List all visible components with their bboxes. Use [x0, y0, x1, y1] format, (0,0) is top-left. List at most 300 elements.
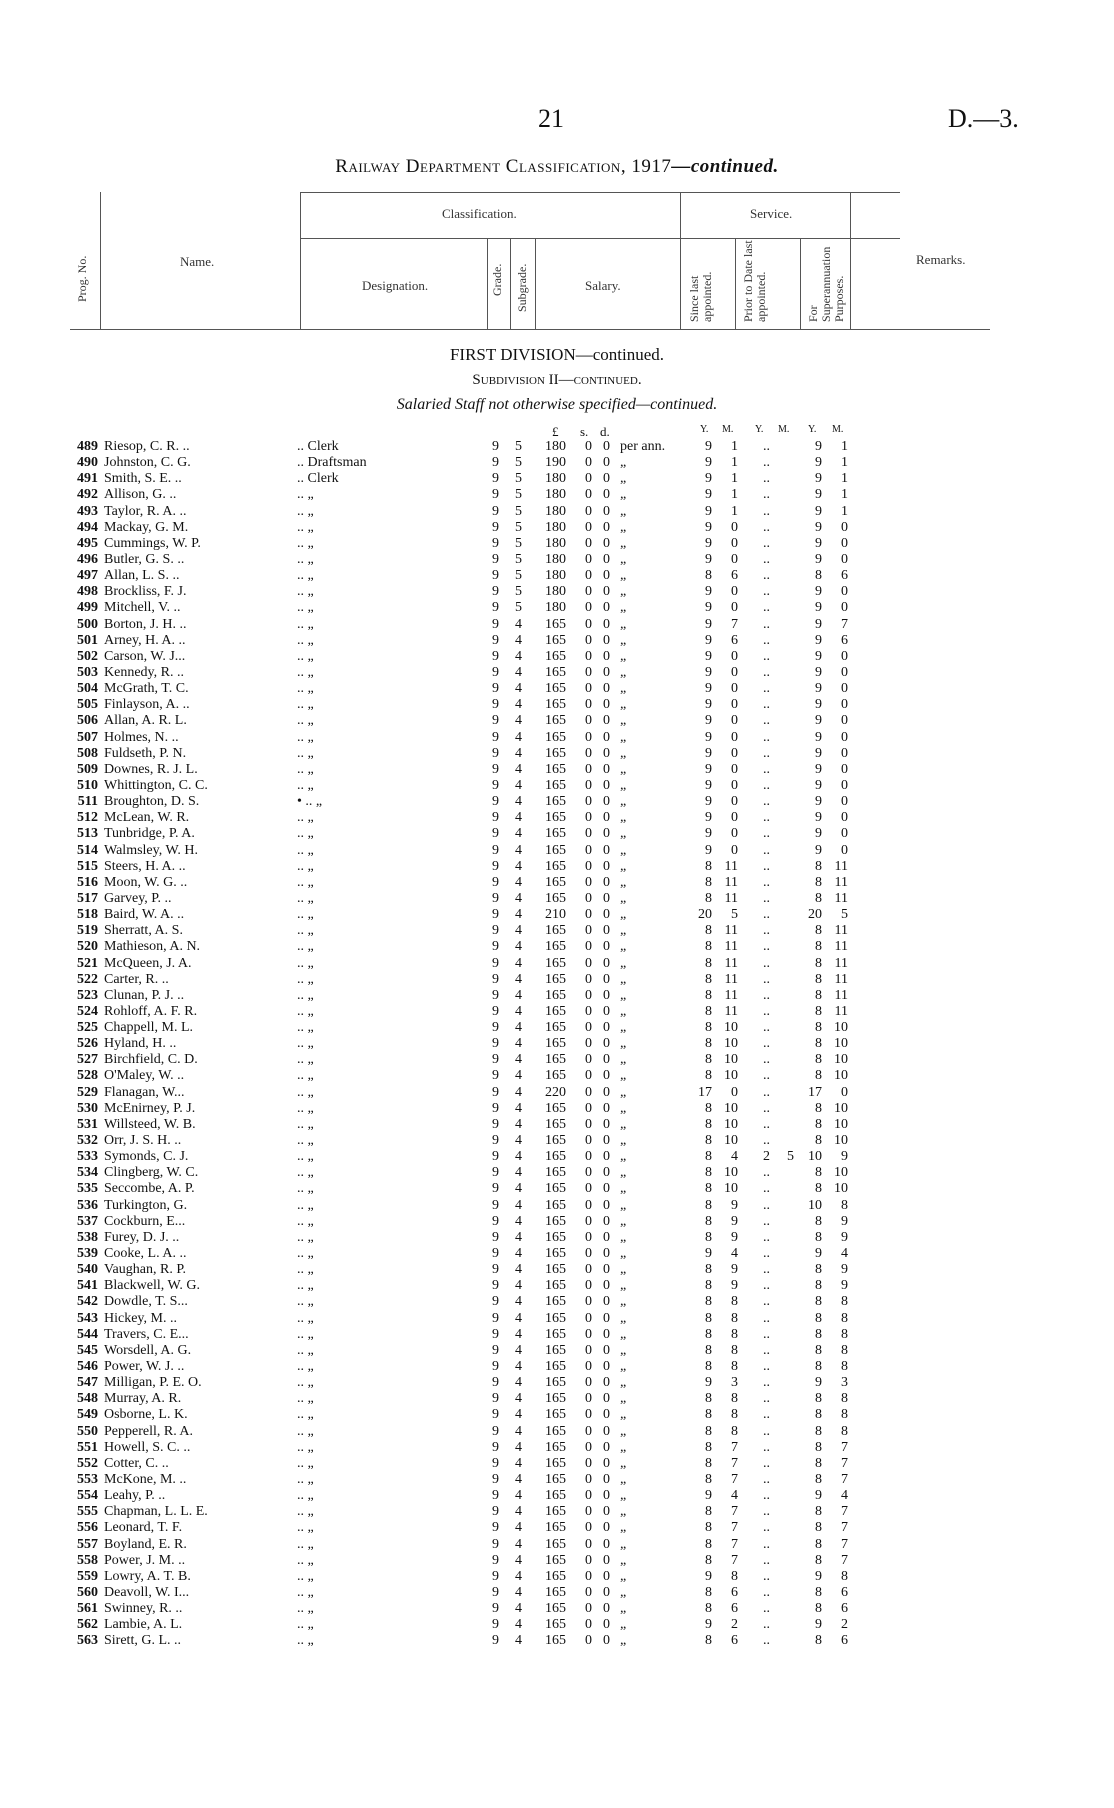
cell-prog-no: 522: [77, 971, 98, 987]
cell-salary-pounds: 165: [545, 1246, 566, 1262]
cell-super-years: 9: [815, 697, 822, 713]
cell-super-months: 2: [841, 1617, 848, 1633]
cell-super-months: 0: [841, 777, 848, 793]
cell-prog-no: 546: [77, 1359, 98, 1375]
cell-subgrade: 4: [515, 794, 522, 810]
cell-prog-no: 502: [77, 648, 98, 664]
cell-since-months: 0: [731, 729, 738, 745]
cell-salary-pounds: 165: [545, 1310, 566, 1326]
cell-since-months: 7: [731, 1439, 738, 1455]
cell-prior-years: ..: [763, 810, 770, 826]
cell-since-months: 9: [731, 1213, 738, 1229]
table-row: [0, 1278, 1114, 1294]
cell-salary-pounds: 180: [545, 439, 566, 454]
cell-salary-pence: 0: [603, 939, 610, 955]
cell-salary-shillings: 0: [585, 794, 592, 810]
cell-super-months: 11: [834, 923, 848, 939]
cell-salary-pounds: 165: [545, 1003, 566, 1019]
cell-prog-no: 523: [77, 987, 98, 1003]
cell-designation: .. „: [297, 713, 314, 729]
table-row: [0, 552, 1114, 568]
cell-name: Brockliss, F. J.: [104, 584, 187, 600]
cell-since-years: 9: [705, 1488, 712, 1504]
cell-since-months: 0: [731, 600, 738, 616]
cell-since-months: 9: [731, 1197, 738, 1213]
cell-designation: .. „: [297, 584, 314, 600]
cell-prog-no: 535: [77, 1181, 98, 1197]
cell-super-months: 3: [841, 1375, 848, 1391]
cell-salary-shillings: 0: [585, 568, 592, 584]
cell-grade: 9: [492, 923, 499, 939]
cell-designation: .. „: [297, 1310, 314, 1326]
cell-prior-years: ..: [763, 616, 770, 632]
cell-salary-pounds: 165: [545, 923, 566, 939]
cell-salary-pounds: 165: [545, 1391, 566, 1407]
cell-name: Sirett, G. L. ..: [104, 1633, 181, 1649]
cell-super-months: 10: [834, 1036, 848, 1052]
cell-salary-period: „: [620, 455, 627, 471]
cell-since-years: 9: [705, 503, 712, 519]
cell-grade: 9: [492, 1229, 499, 1245]
cell-since-years: 9: [705, 713, 712, 729]
cell-super-years: 8: [815, 1294, 822, 1310]
cell-salary-pence: 0: [603, 1278, 610, 1294]
cell-super-years: 8: [815, 1584, 822, 1600]
cell-super-years: 9: [815, 551, 822, 567]
cell-super-months: 10: [834, 1052, 848, 1068]
cell-prior-years: ..: [763, 1391, 770, 1407]
cell-salary-shillings: 0: [585, 1568, 592, 1584]
cell-super-years: 8: [815, 874, 822, 890]
cell-prog-no: 521: [77, 955, 98, 971]
cell-salary-pence: 0: [603, 1568, 610, 1584]
cell-grade: 9: [492, 1536, 499, 1552]
cell-name: Finlayson, A. ..: [104, 697, 190, 713]
cell-since-months: 7: [731, 1504, 738, 1520]
table-row: [0, 1520, 1114, 1536]
cell-subgrade: 4: [515, 681, 522, 697]
cell-grade: 9: [492, 907, 499, 923]
table-row: [0, 1456, 1114, 1472]
table-row: [0, 713, 1114, 729]
cell-super-years: 8: [815, 1552, 822, 1568]
cell-prior-years: ..: [763, 1536, 770, 1552]
cell-prog-no: 558: [77, 1552, 98, 1568]
cell-since-months: 11: [724, 955, 738, 971]
cell-prior-years: ..: [763, 1407, 770, 1423]
cell-subgrade: 4: [515, 1504, 522, 1520]
cell-since-years: 8: [705, 955, 712, 971]
cell-salary-pounds: 165: [545, 1326, 566, 1342]
cell-grade: 9: [492, 1455, 499, 1471]
cell-salary-shillings: 0: [585, 1391, 592, 1407]
cell-salary-shillings: 0: [585, 987, 592, 1003]
cell-grade: 9: [492, 600, 499, 616]
cell-since-months: 8: [731, 1342, 738, 1358]
cell-salary-period: „: [620, 535, 627, 551]
cell-name: Baird, W. A. ..: [104, 907, 185, 923]
page-number: 21: [538, 104, 564, 133]
cell-super-months: 8: [841, 1342, 848, 1358]
cell-designation: .. „: [297, 487, 314, 503]
cell-prior-years: ..: [763, 1342, 770, 1358]
table-row: [0, 1440, 1114, 1456]
cell-salary-pounds: 165: [545, 890, 566, 906]
cell-prior-years: ..: [763, 664, 770, 680]
cell-since-years: 8: [705, 1181, 712, 1197]
cell-super-years: 17: [808, 1084, 822, 1100]
cell-prog-no: 538: [77, 1229, 98, 1245]
cell-grade: 9: [492, 1520, 499, 1536]
cell-super-months: 0: [841, 729, 848, 745]
cell-salary-pence: 0: [603, 1068, 610, 1084]
cell-prior-years: ..: [763, 568, 770, 584]
cell-salary-pence: 0: [603, 987, 610, 1003]
cell-salary-shillings: 0: [585, 1246, 592, 1262]
cell-since-years: 8: [705, 1439, 712, 1455]
cell-grade: 9: [492, 826, 499, 842]
cell-super-years: 9: [815, 648, 822, 664]
cell-salary-pounds: 165: [545, 1359, 566, 1375]
cell-name: McGrath, T. C.: [104, 681, 189, 697]
cell-super-months: 0: [841, 648, 848, 664]
cell-prog-no: 561: [77, 1601, 98, 1617]
cell-salary-period: „: [620, 890, 627, 906]
cell-super-months: 9: [841, 1149, 848, 1165]
cell-prog-no: 497: [77, 568, 98, 584]
cell-since-months: 9: [731, 1278, 738, 1294]
cell-prior-years: ..: [763, 487, 770, 503]
cell-salary-shillings: 0: [585, 664, 592, 680]
cell-salary-shillings: 0: [585, 519, 592, 535]
cell-prior-years: ..: [763, 535, 770, 551]
cell-name: Mathieson, A. N.: [104, 939, 201, 955]
cell-super-years: 8: [815, 955, 822, 971]
cell-designation: .. „: [297, 1294, 314, 1310]
cell-prior-years: ..: [763, 907, 770, 923]
cell-subgrade: 4: [515, 1181, 522, 1197]
cell-designation: .. „: [297, 1229, 314, 1245]
cell-name: Clingberg, W. C.: [104, 1165, 199, 1181]
cell-salary-pounds: 165: [545, 810, 566, 826]
cell-salary-pounds: 165: [545, 1423, 566, 1439]
table-row: [0, 1052, 1114, 1068]
cell-prior-years: ..: [763, 1262, 770, 1278]
cell-salary-pounds: 180: [545, 584, 566, 600]
cell-super-months: 8: [841, 1310, 848, 1326]
table-row: [0, 1553, 1114, 1569]
cell-designation: .. „: [297, 1246, 314, 1262]
cell-super-years: 8: [815, 1181, 822, 1197]
cell-subgrade: 4: [515, 1149, 522, 1165]
cell-salary-shillings: 0: [585, 971, 592, 987]
cell-salary-shillings: 0: [585, 1181, 592, 1197]
cell-subgrade: 4: [515, 729, 522, 745]
cell-designation: .. „: [297, 681, 314, 697]
cell-salary-shillings: 0: [585, 1262, 592, 1278]
cell-since-years: 17: [698, 1084, 712, 1100]
cell-since-months: 4: [731, 1488, 738, 1504]
cell-since-years: 8: [705, 1100, 712, 1116]
cell-since-years: 20: [698, 907, 712, 923]
cell-salary-pence: 0: [603, 1391, 610, 1407]
cell-designation: .. „: [297, 842, 314, 858]
cell-subgrade: 4: [515, 632, 522, 648]
cell-grade: 9: [492, 1100, 499, 1116]
cell-subgrade: 4: [515, 697, 522, 713]
cell-salary-shillings: 0: [585, 600, 592, 616]
cell-name: Swinney, R. ..: [104, 1601, 183, 1617]
header-prior-to: Prior to Date last appointed.: [741, 240, 768, 322]
header-prog-no: Prog. No.: [75, 255, 89, 302]
cell-prior-years: ..: [763, 455, 770, 471]
header-subgrade: Subgrade.: [515, 263, 529, 312]
cell-salary-period: „: [620, 1149, 627, 1165]
cell-super-months: 0: [841, 551, 848, 567]
table-row: [0, 1020, 1114, 1036]
cell-salary-shillings: 0: [585, 1310, 592, 1326]
cell-designation: .. „: [297, 664, 314, 680]
cell-salary-pounds: 165: [545, 1116, 566, 1132]
cell-prior-years: ..: [763, 1617, 770, 1633]
cell-since-years: 8: [705, 1552, 712, 1568]
cell-salary-shillings: 0: [585, 1601, 592, 1617]
cell-prior-years: ..: [763, 1116, 770, 1132]
cell-salary-period: „: [620, 616, 627, 632]
cell-prior-years: ..: [763, 955, 770, 971]
cell-salary-shillings: 0: [585, 826, 592, 842]
cell-salary-period: „: [620, 1391, 627, 1407]
cell-since-years: 8: [705, 1536, 712, 1552]
cell-subgrade: 4: [515, 1520, 522, 1536]
unit-pence: d.: [600, 424, 610, 439]
cell-grade: 9: [492, 890, 499, 906]
cell-grade: 9: [492, 584, 499, 600]
cell-since-months: 1: [731, 471, 738, 487]
cell-designation: .. „: [297, 1181, 314, 1197]
cell-super-years: 9: [815, 729, 822, 745]
table-row: [0, 633, 1114, 649]
cell-subgrade: 4: [515, 1342, 522, 1358]
cell-name: Vaughan, R. P.: [104, 1262, 187, 1278]
cell-prog-no: 536: [77, 1197, 98, 1213]
cell-subgrade: 4: [515, 810, 522, 826]
cell-salary-shillings: 0: [585, 1439, 592, 1455]
cell-super-months: 11: [834, 874, 848, 890]
table-row: [0, 1294, 1114, 1310]
cell-prior-years: ..: [763, 1213, 770, 1229]
cell-designation: .. „: [297, 1278, 314, 1294]
cell-prog-no: 490: [77, 455, 98, 471]
cell-salary-pence: 0: [603, 1439, 610, 1455]
cell-since-months: 8: [731, 1310, 738, 1326]
cell-name: Carson, W. J...: [104, 648, 186, 664]
cell-salary-pence: 0: [603, 1617, 610, 1633]
cell-subgrade: 4: [515, 777, 522, 793]
cell-salary-pence: 0: [603, 1294, 610, 1310]
table-row: [0, 1149, 1114, 1165]
cell-subgrade: 4: [515, 1020, 522, 1036]
cell-salary-pence: 0: [603, 1552, 610, 1568]
cell-grade: 9: [492, 1020, 499, 1036]
cell-salary-period: „: [620, 745, 627, 761]
cell-since-months: 10: [724, 1116, 738, 1132]
cell-super-years: 8: [815, 939, 822, 955]
cell-super-years: 8: [815, 1423, 822, 1439]
cell-salary-pounds: 165: [545, 1229, 566, 1245]
cell-since-years: 8: [705, 1052, 712, 1068]
cell-salary-pence: 0: [603, 584, 610, 600]
cell-salary-period: „: [620, 729, 627, 745]
cell-since-months: 0: [731, 681, 738, 697]
cell-super-years: 9: [815, 1568, 822, 1584]
cell-salary-shillings: 0: [585, 471, 592, 487]
cell-designation: .. „: [297, 777, 314, 793]
cell-salary-period: „: [620, 1472, 627, 1487]
cell-designation: .. „: [297, 1359, 314, 1375]
cell-grade: 9: [492, 1262, 499, 1278]
cell-since-months: 11: [724, 1003, 738, 1019]
cell-salary-pence: 0: [603, 1116, 610, 1132]
cell-salary-pounds: 165: [545, 1633, 566, 1649]
cell-since-months: 10: [724, 1052, 738, 1068]
cell-salary-period: „: [620, 664, 627, 680]
cell-since-years: 9: [705, 761, 712, 777]
cell-salary-pounds: 165: [545, 1020, 566, 1036]
cell-salary-pounds: 165: [545, 1036, 566, 1052]
cell-since-months: 10: [724, 1036, 738, 1052]
cell-grade: 9: [492, 1278, 499, 1294]
cell-super-months: 7: [841, 1536, 848, 1552]
cell-salary-shillings: 0: [585, 1020, 592, 1036]
cell-name: Seccombe, A. P.: [104, 1181, 195, 1197]
cell-super-years: 9: [815, 745, 822, 761]
cell-grade: 9: [492, 1068, 499, 1084]
cell-designation: .. Draftsman: [297, 455, 367, 471]
cell-grade: 9: [492, 971, 499, 987]
cell-salary-shillings: 0: [585, 1633, 592, 1649]
cell-since-years: 8: [705, 1633, 712, 1649]
cell-designation: .. „: [297, 1003, 314, 1019]
cell-salary-shillings: 0: [585, 697, 592, 713]
cell-salary-pounds: 165: [545, 745, 566, 761]
cell-salary-pounds: 165: [545, 777, 566, 793]
cell-subgrade: 4: [515, 907, 522, 923]
cell-prior-months: 5: [787, 1149, 794, 1165]
cell-grade: 9: [492, 729, 499, 745]
cell-super-years: 8: [815, 1520, 822, 1536]
cell-designation: .. „: [297, 1165, 314, 1181]
cell-super-months: 8: [841, 1197, 848, 1213]
cell-prog-no: 498: [77, 584, 98, 600]
cell-super-years: 8: [815, 858, 822, 874]
cell-since-months: 5: [731, 907, 738, 923]
table-row: [0, 1601, 1114, 1617]
cell-salary-period: „: [620, 1100, 627, 1116]
cell-salary-period: „: [620, 794, 627, 810]
cell-subgrade: 4: [515, 826, 522, 842]
unit-prior-months: M.: [778, 424, 790, 435]
cell-since-months: 6: [731, 1584, 738, 1600]
cell-super-years: 9: [815, 600, 822, 616]
cell-super-years: 9: [815, 777, 822, 793]
cell-prior-years: ..: [763, 439, 770, 454]
cell-salary-period: „: [620, 1246, 627, 1262]
cell-since-months: 11: [724, 874, 738, 890]
cell-super-months: 0: [841, 681, 848, 697]
table-row: [0, 1359, 1114, 1375]
cell-subgrade: 4: [515, 1472, 522, 1487]
cell-since-years: 9: [705, 810, 712, 826]
cell-super-months: 0: [841, 697, 848, 713]
cell-super-months: 8: [841, 1326, 848, 1342]
cell-salary-pence: 0: [603, 487, 610, 503]
cell-since-years: 9: [705, 842, 712, 858]
cell-designation: .. „: [297, 1052, 314, 1068]
cell-salary-pence: 0: [603, 955, 610, 971]
cell-salary-period: „: [620, 1617, 627, 1633]
cell-salary-pence: 0: [603, 632, 610, 648]
cell-salary-shillings: 0: [585, 487, 592, 503]
cell-salary-period: „: [620, 471, 627, 487]
cell-since-years: 9: [705, 439, 712, 454]
cell-since-years: 9: [705, 664, 712, 680]
cell-since-years: 9: [705, 794, 712, 810]
cell-prog-no: 549: [77, 1407, 98, 1423]
cell-grade: 9: [492, 1568, 499, 1584]
cell-name: Dowdle, T. S...: [104, 1294, 188, 1310]
cell-subgrade: 4: [515, 858, 522, 874]
cell-super-months: 0: [841, 713, 848, 729]
cell-salary-pence: 0: [603, 713, 610, 729]
cell-designation: .. „: [297, 874, 314, 890]
cell-salary-period: „: [620, 1326, 627, 1342]
cell-since-months: 8: [731, 1294, 738, 1310]
cell-grade: 9: [492, 1003, 499, 1019]
cell-since-years: 9: [705, 729, 712, 745]
table-row: [0, 584, 1114, 600]
header-grade: Grade.: [490, 263, 504, 296]
cell-salary-shillings: 0: [585, 1084, 592, 1100]
cell-salary-shillings: 0: [585, 1036, 592, 1052]
cell-name: Johnston, C. G.: [104, 455, 191, 471]
cell-salary-period: „: [620, 971, 627, 987]
cell-since-months: 8: [731, 1423, 738, 1439]
cell-salary-period: „: [620, 842, 627, 858]
cell-subgrade: 5: [515, 439, 522, 454]
cell-salary-period: „: [620, 1584, 627, 1600]
cell-salary-pence: 0: [603, 600, 610, 616]
cell-super-months: 6: [841, 632, 848, 648]
cell-salary-period: „: [620, 1633, 627, 1649]
cell-salary-period: „: [620, 648, 627, 664]
table-row: [0, 762, 1114, 778]
cell-prior-years: ..: [763, 632, 770, 648]
cell-grade: 9: [492, 1601, 499, 1617]
cell-grade: 9: [492, 1504, 499, 1520]
cell-prog-no: 542: [77, 1294, 98, 1310]
cell-prog-no: 500: [77, 616, 98, 632]
cell-super-months: 4: [841, 1246, 848, 1262]
cell-super-years: 8: [815, 1068, 822, 1084]
cell-name: Downes, R. J. L.: [104, 761, 198, 777]
table-row: [0, 1343, 1114, 1359]
cell-subgrade: 5: [515, 455, 522, 471]
cell-since-months: 4: [731, 1149, 738, 1165]
table-row: [0, 1133, 1114, 1149]
header-service: Service.: [750, 206, 793, 221]
cell-name: Garvey, P. ..: [104, 890, 172, 906]
